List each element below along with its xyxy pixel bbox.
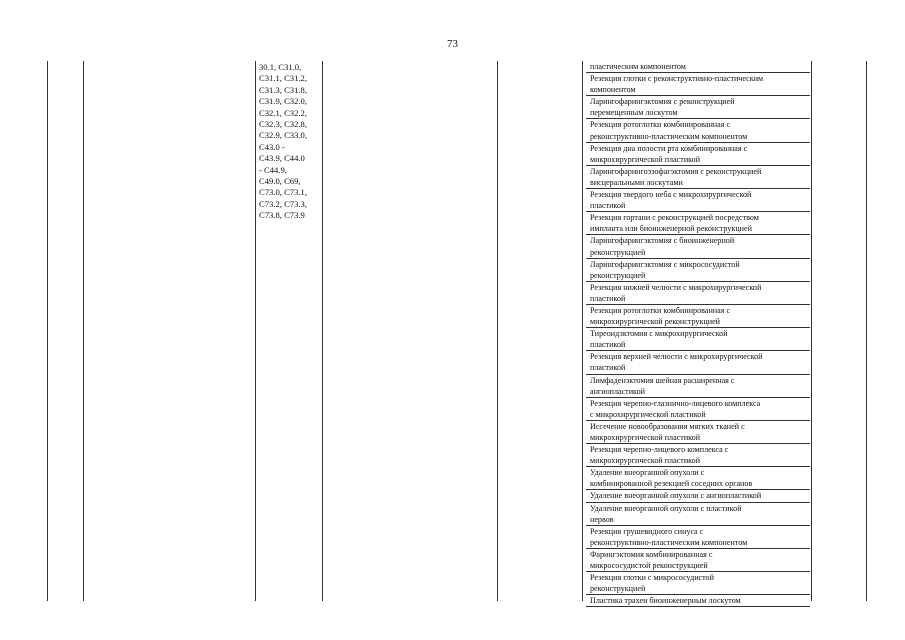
procedure-item bbox=[586, 189, 810, 212]
procedure-line: нервов bbox=[590, 514, 614, 524]
procedure-line: Резекция черепно-лицевого комплекса с bbox=[590, 445, 729, 455]
procedure-line: Резекция глотки с реконструктивно-пластическим bbox=[590, 74, 764, 84]
procedure-item bbox=[586, 328, 810, 351]
procedure-line: Резекция гортани с реконструкцией посредством bbox=[590, 213, 759, 223]
procedure-line: Резекция грушевидного синуса с bbox=[590, 526, 704, 536]
procedure-line: пластикой bbox=[590, 201, 626, 211]
procedure-line: реконструкцией bbox=[590, 270, 646, 280]
procedure-line: Резекция дна полости рта комбинированная с bbox=[590, 143, 748, 153]
procedure-list bbox=[586, 61, 810, 607]
procedure-line: микрохирургической пластикой bbox=[590, 154, 701, 164]
procedure-line: Резекция ротоглотки комбинированная с bbox=[590, 120, 731, 130]
procedure-line: реконструктивно-пластическим компонентом bbox=[590, 131, 748, 141]
procedure-item bbox=[586, 503, 810, 526]
page-number: 73 bbox=[447, 38, 458, 50]
column-border bbox=[322, 61, 323, 601]
column-border bbox=[83, 61, 84, 601]
procedure-line: Ларингофарингэктомия с реконструкцией bbox=[590, 97, 735, 107]
procedure-line: пластикой bbox=[590, 293, 626, 303]
procedure-line: Иссечение новообразования мягких тканей с bbox=[590, 421, 745, 431]
procedure-item bbox=[586, 96, 810, 119]
procedure-item bbox=[586, 549, 810, 572]
column-border bbox=[47, 61, 48, 601]
procedure-item bbox=[586, 305, 810, 328]
procedure-item bbox=[586, 526, 810, 549]
procedure-line: пластическим компонентом bbox=[590, 62, 686, 71]
procedure-line: Лимфаденэктомия шейная расширенная с bbox=[590, 375, 735, 385]
column-border bbox=[811, 61, 812, 601]
procedure-line: Ларингофарингэктомия с микрососудистой bbox=[590, 259, 740, 269]
procedure-item bbox=[586, 212, 810, 235]
procedure-line: с микрохирургической пластикой bbox=[590, 409, 706, 419]
procedure-item bbox=[586, 259, 810, 282]
procedure-line: комбинированной резекцией соседних органов bbox=[590, 479, 753, 489]
procedure-line: Резекция твердого неба с микрохирургической bbox=[590, 190, 752, 200]
diagnosis-codes: 30.1, C31.0, C31.1, C31.2, C31.3, C31.8, C31.9, C32.0, C32.1, C32.2, C32.3, C32.8, C32.9, C33.0, C43.0 - C43.9, C44.0 - C44.9, C49.0, C69, C73.0, C73.1, C73.2, C73.3, C73.8, C73.9 bbox=[259, 62, 307, 221]
procedure-line: компонентом bbox=[590, 85, 636, 95]
procedure-item bbox=[586, 572, 810, 595]
procedure-item bbox=[586, 467, 810, 490]
procedure-item bbox=[586, 351, 810, 374]
procedure-line: микрососудистой реконструкцией bbox=[590, 561, 708, 571]
procedure-line: пластикой bbox=[590, 363, 626, 373]
procedure-line: реконструктивно-пластическим компонентом bbox=[590, 537, 748, 547]
procedure-line: Резекция глотки с микрососудистой bbox=[590, 573, 714, 583]
column-border bbox=[582, 61, 583, 601]
procedure-item bbox=[586, 398, 810, 421]
procedure-line: Резекция черепно-глазнично-лицевого комплекса bbox=[590, 398, 761, 408]
procedure-line: Ларингофарингоэзофагэктомия с реконструкцией bbox=[590, 166, 762, 176]
procedure-line: Пластика трахеи биоинженерным лоскутом bbox=[590, 596, 741, 606]
column-border bbox=[255, 61, 256, 601]
procedure-line: перемещенным лоскутом bbox=[590, 108, 678, 118]
procedure-line: Удаление внеорганной опухоли с bbox=[590, 468, 705, 478]
procedure-item bbox=[586, 61, 810, 73]
procedure-item bbox=[586, 119, 810, 142]
procedure-item bbox=[586, 444, 810, 467]
procedure-line: Удаление внеорганной опухоли с ангиопластикой bbox=[590, 491, 762, 501]
procedure-line: Удаление внеорганной опухоли с пластикой bbox=[590, 503, 742, 513]
procedure-item bbox=[586, 490, 810, 502]
procedure-item bbox=[586, 282, 810, 305]
procedure-line: висцеральными лоскутами bbox=[590, 177, 683, 187]
procedure-item bbox=[586, 143, 810, 166]
procedure-line: реконструкцией bbox=[590, 247, 646, 257]
procedure-line: пластикой bbox=[590, 340, 626, 350]
procedure-line: ангиопластикой bbox=[590, 386, 645, 396]
procedure-line: микрохирургической пластикой bbox=[590, 456, 701, 466]
column-border bbox=[866, 61, 867, 601]
procedure-line: Резекция ротоглотки комбинированная с bbox=[590, 305, 731, 315]
column-border bbox=[497, 61, 498, 601]
procedure-item bbox=[586, 73, 810, 96]
procedure-line: реконструкцией bbox=[590, 584, 646, 594]
procedure-item bbox=[586, 166, 810, 189]
procedure-line: Ларингофарингэктомия с биоинженерной bbox=[590, 236, 735, 246]
procedure-line: микрохирургической пластикой bbox=[590, 433, 701, 442]
procedure-line: Тиреоидэктомия с микрохирургической bbox=[590, 329, 728, 339]
procedure-item bbox=[586, 375, 810, 398]
procedure-item bbox=[586, 595, 810, 607]
procedure-item bbox=[586, 235, 810, 258]
procedure-item bbox=[586, 421, 810, 444]
procedure-line: Резекция нижней челюсти с микрохирургической bbox=[590, 282, 762, 292]
procedure-line: Резекция верхней челюсти с микрохирургической bbox=[590, 352, 763, 362]
procedure-line: Фарингэктомия комбинированная с bbox=[590, 549, 713, 559]
procedure-line: импланта или биоинженерной реконструкцией bbox=[590, 224, 752, 234]
procedure-line: микрохирургической реконструкцией bbox=[590, 317, 720, 327]
